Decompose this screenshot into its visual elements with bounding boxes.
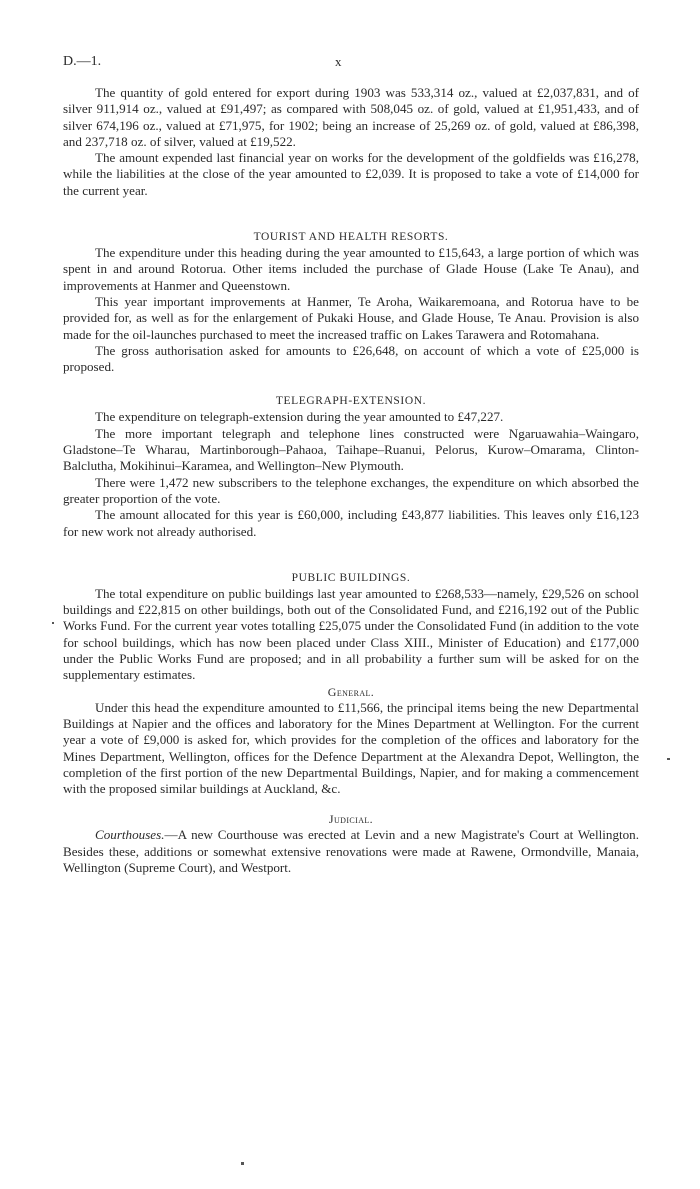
gold-paragraph-1: The quantity of gold entered for export during 1903 was 533,314 oz., valued at £2,037,831, and of silver 911,914 oz., valued at £91,497; as compared with 508,045 oz. of gold, valued at £1,951,433, and of silver 674,196 oz., valued at £71,975, for 1902; being an increase of 25,269 oz. of gold, valued at £86,398, and 237,718 oz. of silver, valued at £19,522. bbox=[63, 85, 639, 149]
tourist-paragraph-1: The expenditure under this heading during the year amounted to £15,643, a large portion of which was spent in and around Rotorua. Other items included the purchase of Glade House (Lake Te Anau), and improvements at Hanmer and Queenstown. bbox=[63, 245, 639, 293]
tourist-paragraph-3: The gross authorisation asked for amounts to £26,648, on account of which a vote of £25,000 is proposed. bbox=[63, 342, 639, 375]
page-header bbox=[63, 54, 639, 74]
public-buildings-paragraph-1: The total expenditure on public buildings last year amounted to £268,533—namely, £29,526 on school buildings and £22,815 on other buildings, both out of the Consolidated Fund, and £216,192 out of the Public Works Fund. For the current year votes totalling £25,075 under the Consolidated Fund (in addition to the vote for school buildings, which has now been placed under Class XIII., Minister of Education) and £177,000 under the Public Works Fund are proposed; and in all probability a further sum will be asked for on the supplementary estimates. bbox=[63, 585, 639, 683]
general-subheading: General. bbox=[327, 684, 375, 699]
telegraph-paragraph-3: There were 1,472 new subscribers to the telephone exchanges, the expenditure on which absorbed the greater proportion of the vote. bbox=[63, 474, 639, 506]
general-paragraph-1: Under this head the expenditure amounted to £11,566, the principal items being the new Departmental Buildings at Napier and the offices and laboratory for the Mines Department at Wellington. For the current year a vote of £9,000 is asked for, which provides for the completion of the offices and laboratory for the Mines Department, Wellington, offices for the Defence Department at the Alexandra Depot, Wellington, the completion of the first portion of the new Departmental Buildings, Napier, and for making a commencement with the proposed similar buildings at Auckland, &c. bbox=[63, 699, 639, 797]
scan-speck bbox=[241, 1162, 244, 1165]
judicial-subheading: Judicial. bbox=[328, 812, 374, 827]
page-number: x bbox=[335, 54, 342, 69]
document-reference: D.—1. bbox=[63, 54, 102, 69]
gold-paragraph-2: The amount expended last financial year on works for the development of the goldfields was £16,278, while the liabilities at the close of the year amounted to £2,039. It is proposed to take a vote of £14,000 for the current year. bbox=[63, 150, 639, 198]
telegraph-heading: TELEGRAPH-EXTENSION. bbox=[275, 395, 427, 408]
tourist-heading: TOURIST AND HEALTH RESORTS. bbox=[253, 231, 449, 244]
document-body bbox=[63, 85, 639, 876]
scan-speck bbox=[52, 622, 54, 624]
scan-speck bbox=[667, 758, 670, 760]
telegraph-paragraph-2: The more important telegraph and telephone lines constructed were Ngaruawahia–Waingaro, Gladstone–Te Wharau, Martinborough–Pahaoa, Taihape–Ruanui, Pelorus, Kurow–Omarama, Clinton-Balclutha, Mokihinui–Karamea, and Wellington–New Plymouth. bbox=[63, 425, 639, 474]
judicial-paragraph-1 bbox=[63, 827, 639, 876]
public-buildings-heading: PUBLIC BUILDINGS. bbox=[291, 571, 411, 584]
courthouses-lead: Courthouses. bbox=[95, 827, 165, 843]
telegraph-paragraph-1: The expenditure on telegraph-extension during the year amounted to £47,227. bbox=[95, 409, 504, 425]
telegraph-paragraph-4: The amount allocated for this year is £60,000, including £43,877 liabilities. This leaves only £16,123 for new work not already authorised. bbox=[63, 507, 639, 539]
courthouses-text: —A new Courthouse was erected at Levin and a new Magistrate's Court at Wellington. Besides these, additions or somewhat extensive renovations were made at Rawene, Ormondville, Manaia, Wellington (Supreme Court), and Westport. bbox=[63, 827, 639, 875]
tourist-paragraph-2: This year important improvements at Hanmer, Te Aroha, Waikaremoana, and Rotorua have to be provided for, as well as for the enlargement of Pukaki House, and Glade House, Te Anau. Provision is also made for the oil-launches purchased to meet the increased traffic on Lakes Tarawera and Rotomahana. bbox=[63, 293, 639, 342]
